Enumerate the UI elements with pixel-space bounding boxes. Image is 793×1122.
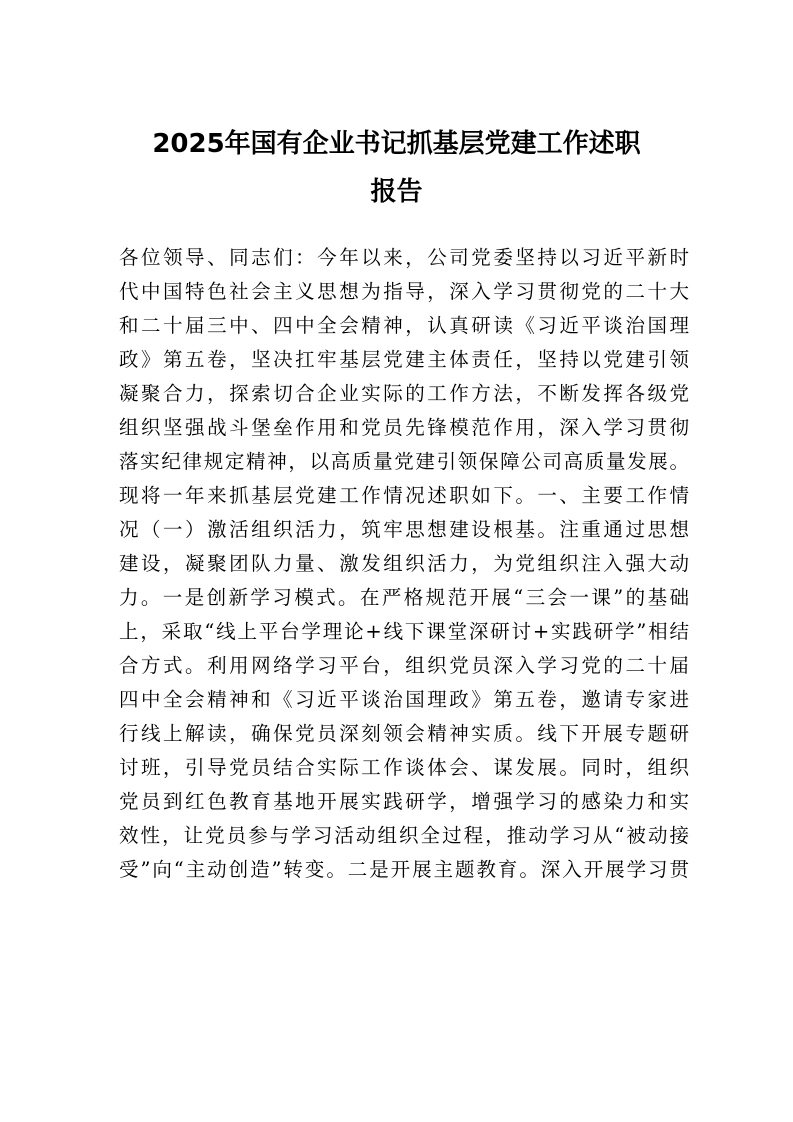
body-line: 上，采取“线上平台学理论+线下课堂深研讨+实践研学”相结 (119, 620, 689, 643)
body-line: 现将一年来抓基层党建工作情况述职如下。一、主要工作情 (119, 484, 689, 507)
body-line: 合方式。利用网络学习平台，组织党员深入学习党的二十届 (119, 654, 689, 677)
body-line: 讨班，引导党员结合实际工作谈体会、谋发展。同时，组织 (119, 756, 689, 779)
body-line: 况（一）激活组织活力，筑牢思想建设根基。注重通过思想 (119, 518, 689, 541)
body-line: 代中国特色社会主义思想为指导，深入学习贯彻党的二十大 (119, 280, 689, 303)
document-title-line-1: 2025年国有企业书记抓基层党建工作述职 (152, 129, 641, 159)
document-body (119, 241, 689, 887)
body-line: 效性，让党员参与学习活动组织全过程，推动学习从“被动接 (119, 824, 689, 847)
body-line: 四中全会精神和《习近平谈治国理政》第五卷，邀请专家进 (119, 688, 689, 711)
body-line: 受”向“主动创造”转变。二是开展主题教育。深入开展学习贯 (119, 858, 689, 881)
body-line: 建设，凝聚团队力量、激发组织活力，为党组织注入强大动 (119, 552, 689, 575)
document-title-line-2: 报告 (370, 177, 423, 207)
body-line: 组织坚强战斗堡垒作用和党员先锋模范作用，深入学习贯彻 (119, 416, 689, 439)
body-line: 落实纪律规定精神，以高质量党建引领保障公司高质量发展。 (119, 450, 689, 473)
body-line: 和二十届三中、四中全会精神，认真研读《习近平谈治国理 (119, 314, 689, 337)
body-line: 行线上解读，确保党员深刻领会精神实质。线下开展专题研 (119, 722, 689, 745)
body-line: 党员到红色教育基地开展实践研学，增强学习的感染力和实 (119, 790, 689, 813)
body-line: 力。一是创新学习模式。在严格规范开展“三会一课”的基础 (119, 586, 689, 609)
body-line: 凝聚合力，探索切合企业实际的工作方法，不断发挥各级党 (119, 382, 689, 405)
body-line: 各位领导、同志们：今年以来，公司党委坚持以习近平新时 (119, 246, 689, 269)
body-line: 政》第五卷，坚决扛牢基层党建主体责任，坚持以党建引领 (119, 348, 689, 371)
